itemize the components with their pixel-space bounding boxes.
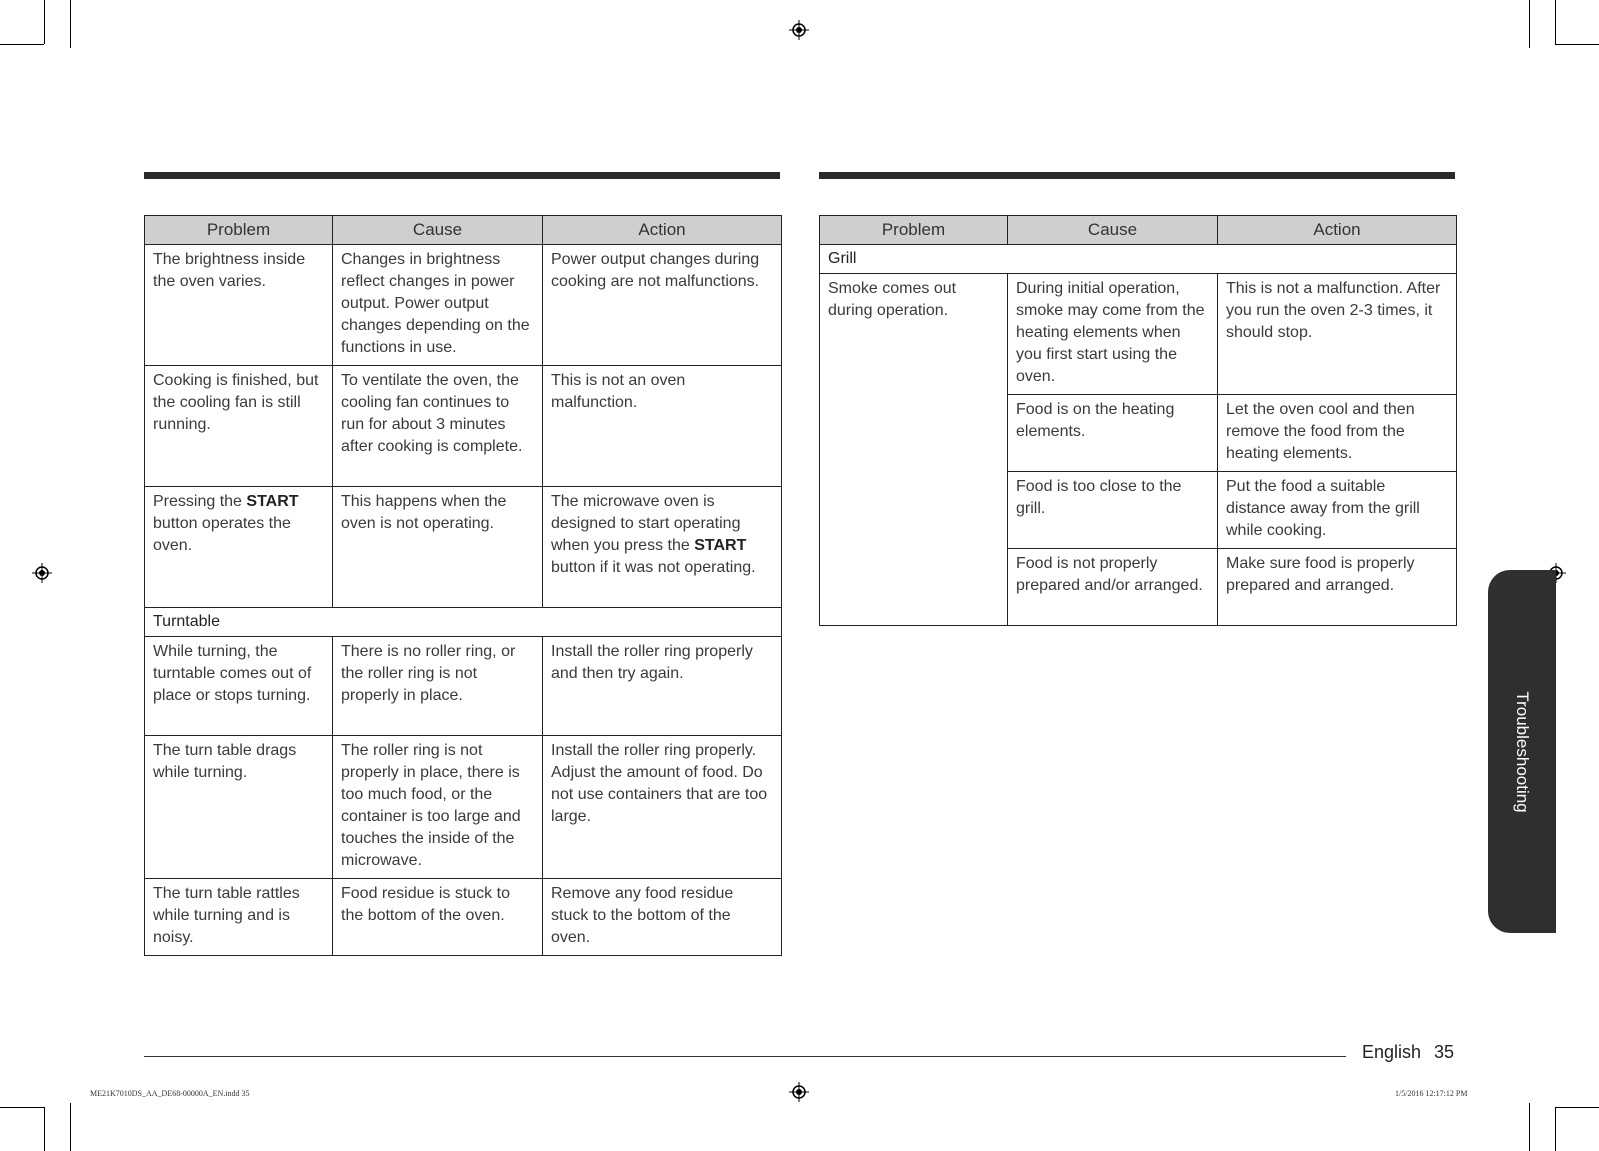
crop-mark	[0, 44, 44, 45]
action-cell	[543, 487, 782, 608]
registration-mark-icon	[789, 1082, 809, 1102]
cause-cell: To ventilate the oven, the cooling fan continues to run for about 3 minutes after cooking is complete.	[333, 366, 543, 487]
table-header-row	[820, 216, 1457, 245]
start-keyword: START	[694, 537, 747, 554]
problem-cell: Cooking is finished, but the cooling fan is still running.	[145, 366, 333, 487]
top-rule-left	[144, 172, 780, 179]
table-row	[145, 736, 782, 879]
crop-mark	[44, 1107, 45, 1151]
problem-cell: The brightness inside the oven varies.	[145, 245, 333, 366]
header-action: Action	[543, 216, 782, 245]
action-text: button if it was not operating.	[551, 559, 756, 576]
problem-text: Pressing the	[153, 493, 247, 510]
crop-mark	[70, 0, 71, 48]
section-grill: Grill	[820, 245, 1457, 274]
header-cause: Cause	[333, 216, 543, 245]
action-cell: Install the roller ring properly. Adjust the amount of food. Do not use containers that are too large.	[543, 736, 782, 879]
table-row	[145, 879, 782, 956]
cause-cell: There is no roller ring, or the roller ring is not properly in place.	[333, 637, 543, 736]
problem-cell: While turning, the turntable comes out of place or stops turning.	[145, 637, 333, 736]
header-problem: Problem	[820, 216, 1008, 245]
registration-mark-icon	[32, 563, 52, 583]
table-row	[145, 637, 782, 736]
section-side-tab	[1488, 570, 1556, 933]
crop-mark	[70, 1103, 71, 1151]
action-cell: Install the roller ring properly and then try again.	[543, 637, 782, 736]
cause-cell: Food residue is stuck to the bottom of the oven.	[333, 879, 543, 956]
problem-cell: Smoke comes out during operation.	[820, 274, 1008, 626]
crop-mark	[44, 0, 45, 44]
print-slug-file: ME21K7010DS_AA_DE68-00000A_EN.indd 35	[90, 1089, 250, 1098]
cause-cell: The roller ring is not properly in place, there is too much food, or the container is too large and touches the inside of the microwave.	[333, 736, 543, 879]
page-number: 35	[1434, 1042, 1455, 1062]
problem-cell: The turn table rattles while turning and is noisy.	[145, 879, 333, 956]
section-turntable: Turntable	[145, 608, 782, 637]
cause-cell: This happens when the oven is not operating.	[333, 487, 543, 608]
header-action: Action	[1218, 216, 1457, 245]
crop-mark	[1529, 0, 1530, 48]
footer-language: English	[1362, 1042, 1422, 1062]
section-row	[145, 608, 782, 637]
action-cell: Put the food a suitable distance away from the grill while cooking.	[1218, 472, 1457, 549]
troubleshooting-table-right	[819, 215, 1457, 626]
cause-cell: Food is too close to the grill.	[1008, 472, 1218, 549]
cause-cell: Changes in brightness reflect changes in power output. Power output changes depending on the functions in use.	[333, 245, 543, 366]
table-row	[145, 487, 782, 608]
problem-text: button operates the oven.	[153, 515, 291, 554]
action-cell: Remove any food residue stuck to the bottom of the oven.	[543, 879, 782, 956]
cause-cell: During initial operation, smoke may come from the heating elements when you first start using the oven.	[1008, 274, 1218, 395]
header-problem: Problem	[145, 216, 333, 245]
action-cell: Let the oven cool and then remove the food from the heating elements.	[1218, 395, 1457, 472]
top-rule-right	[819, 172, 1455, 179]
action-cell: Make sure food is properly prepared and arranged.	[1218, 549, 1457, 626]
cause-cell: Food is not properly prepared and/or arranged.	[1008, 549, 1218, 626]
crop-mark	[1555, 0, 1556, 44]
registration-mark-icon	[789, 20, 809, 40]
crop-mark	[1529, 1103, 1530, 1151]
side-tab-label: Troubleshooting	[1513, 690, 1532, 813]
footer-rule	[144, 1056, 1346, 1057]
crop-mark	[1555, 44, 1599, 45]
crop-mark	[1555, 1107, 1599, 1108]
header-cause: Cause	[1008, 216, 1218, 245]
problem-cell: The turn table drags while turning.	[145, 736, 333, 879]
table-row	[820, 274, 1457, 395]
crop-mark	[0, 1107, 44, 1108]
cause-cell: Food is on the heating elements.	[1008, 395, 1218, 472]
start-keyword: START	[246, 493, 299, 510]
action-text: The microwave oven is designed to start operating when you press the	[551, 493, 741, 554]
action-cell: This is not an oven malfunction.	[543, 366, 782, 487]
table-header-row	[145, 216, 782, 245]
table-row	[145, 366, 782, 487]
table-row	[145, 245, 782, 366]
section-row	[820, 245, 1457, 274]
action-cell: Power output changes during cooking are not malfunctions.	[543, 245, 782, 366]
problem-cell	[145, 487, 333, 608]
action-cell: This is not a malfunction. After you run the oven 2-3 times, it should stop.	[1218, 274, 1457, 395]
crop-mark	[1555, 1107, 1556, 1151]
troubleshooting-table-left	[144, 215, 782, 956]
print-slug-date: 1/5/2016 12:17:12 PM	[1395, 1089, 1468, 1098]
